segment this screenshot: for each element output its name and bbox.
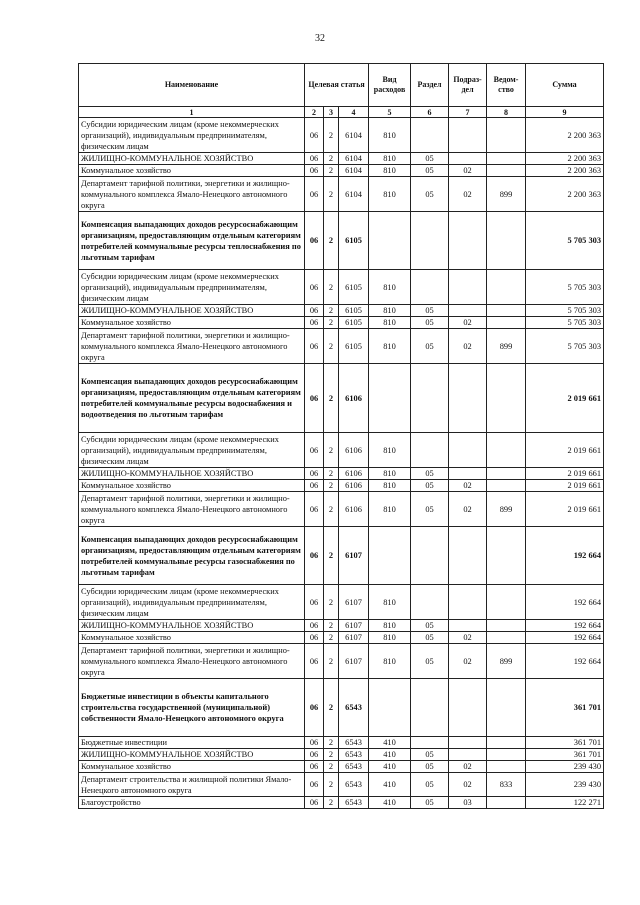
cell-row-name: Департамент тарифной политики, энергетики и жилищно-коммунального комплекса Ямало-Ненецкого автономного округа bbox=[79, 329, 305, 364]
cell-department-code: 899 bbox=[487, 329, 526, 364]
cell-section: 05 bbox=[411, 620, 449, 632]
cell-target-article-subprogram: 2 bbox=[324, 480, 339, 492]
cell-department-code bbox=[487, 212, 526, 270]
cell-target-article-subprogram: 2 bbox=[324, 468, 339, 480]
table-row bbox=[79, 632, 604, 644]
cell-expense-type bbox=[369, 212, 411, 270]
cell-section: 05 bbox=[411, 632, 449, 644]
cell-row-name: ЖИЛИЩНО-КОММУНАЛЬНОЕ ХОЗЯЙСТВО bbox=[79, 153, 305, 165]
page-number: 32 bbox=[315, 33, 325, 44]
cell-subsection bbox=[449, 153, 487, 165]
cell-target-article-subprogram: 2 bbox=[324, 492, 339, 527]
cell-department-code bbox=[487, 749, 526, 761]
cell-target-article-subprogram: 2 bbox=[324, 270, 339, 305]
cell-target-article-code: 6106 bbox=[339, 468, 369, 480]
cell-target-article-code: 6543 bbox=[339, 737, 369, 749]
cell-department-code bbox=[487, 679, 526, 737]
cell-target-article-program: 06 bbox=[305, 165, 324, 177]
table-row bbox=[79, 270, 604, 305]
cell-department-code bbox=[487, 433, 526, 468]
cell-subsection: 02 bbox=[449, 632, 487, 644]
cell-target-article-code: 6105 bbox=[339, 329, 369, 364]
cell-expense-type: 410 bbox=[369, 797, 411, 809]
cell-target-article-program: 06 bbox=[305, 679, 324, 737]
cell-subsection bbox=[449, 118, 487, 153]
table-row bbox=[79, 492, 604, 527]
cell-target-article-code: 6104 bbox=[339, 165, 369, 177]
cell-sum: 192 664 bbox=[526, 585, 604, 620]
cell-target-article-code: 6106 bbox=[339, 492, 369, 527]
cell-sum: 2 200 363 bbox=[526, 118, 604, 153]
header-expense-type: Вид расходов bbox=[369, 64, 411, 107]
column-number: 3 bbox=[324, 107, 339, 118]
cell-expense-type bbox=[369, 364, 411, 433]
cell-row-name: Департамент строительства и жилищной политики Ямало-Ненецкого автономного округа bbox=[79, 773, 305, 797]
cell-target-article-subprogram: 2 bbox=[324, 761, 339, 773]
cell-target-article-subprogram: 2 bbox=[324, 329, 339, 364]
cell-target-article-code: 6104 bbox=[339, 153, 369, 165]
cell-expense-type: 810 bbox=[369, 644, 411, 679]
cell-target-article-code: 6105 bbox=[339, 317, 369, 329]
cell-subsection: 02 bbox=[449, 480, 487, 492]
cell-department-code: 899 bbox=[487, 492, 526, 527]
cell-subsection: 02 bbox=[449, 492, 487, 527]
cell-subsection bbox=[449, 433, 487, 468]
cell-sum: 5 705 303 bbox=[526, 270, 604, 305]
cell-section: 05 bbox=[411, 165, 449, 177]
table-row bbox=[79, 165, 604, 177]
cell-section: 05 bbox=[411, 153, 449, 165]
cell-target-article-program: 06 bbox=[305, 364, 324, 433]
cell-target-article-program: 06 bbox=[305, 773, 324, 797]
cell-section: 05 bbox=[411, 492, 449, 527]
cell-department-code bbox=[487, 118, 526, 153]
cell-target-article-program: 06 bbox=[305, 620, 324, 632]
cell-target-article-program: 06 bbox=[305, 329, 324, 364]
cell-target-article-subprogram: 2 bbox=[324, 527, 339, 585]
table-row bbox=[79, 468, 604, 480]
cell-section bbox=[411, 364, 449, 433]
cell-department-code bbox=[487, 632, 526, 644]
cell-target-article-subprogram: 2 bbox=[324, 737, 339, 749]
cell-expense-type: 810 bbox=[369, 585, 411, 620]
cell-target-article-subprogram: 2 bbox=[324, 679, 339, 737]
cell-target-article-subprogram: 2 bbox=[324, 797, 339, 809]
cell-target-article-subprogram: 2 bbox=[324, 585, 339, 620]
cell-expense-type: 810 bbox=[369, 317, 411, 329]
column-number: 5 bbox=[369, 107, 411, 118]
cell-department-code bbox=[487, 165, 526, 177]
cell-target-article-program: 06 bbox=[305, 761, 324, 773]
cell-subsection bbox=[449, 270, 487, 305]
column-number: 2 bbox=[305, 107, 324, 118]
table-row bbox=[79, 749, 604, 761]
cell-target-article-code: 6106 bbox=[339, 433, 369, 468]
cell-target-article-code: 6105 bbox=[339, 270, 369, 305]
cell-department-code bbox=[487, 270, 526, 305]
cell-subsection bbox=[449, 305, 487, 317]
cell-subsection bbox=[449, 679, 487, 737]
cell-section: 05 bbox=[411, 305, 449, 317]
header-row bbox=[79, 64, 604, 107]
cell-row-name: Компенсация выпадающих доходов ресурсоснабжающим организациям, предоставляющим отдельным категориям потребителей коммунальные ресурсы газоснабжения по льготным тарифам bbox=[79, 527, 305, 585]
cell-target-article-subprogram: 2 bbox=[324, 317, 339, 329]
cell-target-article-code: 6105 bbox=[339, 212, 369, 270]
cell-row-name: ЖИЛИЩНО-КОММУНАЛЬНОЕ ХОЗЯЙСТВО bbox=[79, 749, 305, 761]
cell-row-name: Субсидии юридическим лицам (кроме некоммерческих организаций), индивидуальным предпринимателям, физическим лицам bbox=[79, 585, 305, 620]
cell-section: 05 bbox=[411, 761, 449, 773]
table-row bbox=[79, 212, 604, 270]
cell-subsection bbox=[449, 468, 487, 480]
cell-subsection: 02 bbox=[449, 177, 487, 212]
cell-subsection bbox=[449, 585, 487, 620]
cell-row-name: ЖИЛИЩНО-КОММУНАЛЬНОЕ ХОЗЯЙСТВО bbox=[79, 305, 305, 317]
cell-target-article-program: 06 bbox=[305, 433, 324, 468]
cell-target-article-program: 06 bbox=[305, 737, 324, 749]
table-row bbox=[79, 364, 604, 433]
cell-target-article-program: 06 bbox=[305, 797, 324, 809]
cell-department-code bbox=[487, 761, 526, 773]
cell-target-article-program: 06 bbox=[305, 644, 324, 679]
cell-expense-type: 810 bbox=[369, 620, 411, 632]
cell-target-article-program: 06 bbox=[305, 270, 324, 305]
cell-sum: 2 019 661 bbox=[526, 480, 604, 492]
cell-target-article-program: 06 bbox=[305, 468, 324, 480]
cell-sum: 2 019 661 bbox=[526, 492, 604, 527]
table-row bbox=[79, 773, 604, 797]
cell-row-name: Коммунальное хозяйство bbox=[79, 480, 305, 492]
cell-row-name: Бюджетные инвестиции в объекты капитального строительства государственной (муниципальной) собственности Ямало-Ненецкого автономного округа bbox=[79, 679, 305, 737]
cell-target-article-code: 6107 bbox=[339, 527, 369, 585]
cell-section bbox=[411, 270, 449, 305]
cell-target-article-program: 06 bbox=[305, 118, 324, 153]
cell-sum: 239 430 bbox=[526, 773, 604, 797]
cell-sum: 192 664 bbox=[526, 632, 604, 644]
cell-row-name: Компенсация выпадающих доходов ресурсоснабжающим организациям, предоставляющим отдельным категориям потребителей коммунальные ресурсы теплоснабжения по льготным тарифам bbox=[79, 212, 305, 270]
cell-target-article-program: 06 bbox=[305, 153, 324, 165]
cell-section bbox=[411, 118, 449, 153]
cell-expense-type bbox=[369, 679, 411, 737]
cell-row-name: Коммунальное хозяйство bbox=[79, 165, 305, 177]
table-row bbox=[79, 527, 604, 585]
table-row bbox=[79, 317, 604, 329]
cell-section bbox=[411, 212, 449, 270]
cell-target-article-code: 6543 bbox=[339, 749, 369, 761]
cell-section bbox=[411, 737, 449, 749]
cell-target-article-code: 6106 bbox=[339, 480, 369, 492]
cell-expense-type: 810 bbox=[369, 480, 411, 492]
cell-sum: 2 019 661 bbox=[526, 468, 604, 480]
header-subsection: Подраз-дел bbox=[449, 64, 487, 107]
cell-sum: 5 705 303 bbox=[526, 212, 604, 270]
cell-sum: 2 200 363 bbox=[526, 177, 604, 212]
cell-target-article-program: 06 bbox=[305, 632, 324, 644]
table-row bbox=[79, 305, 604, 317]
header-target-article: Целевая статья bbox=[305, 64, 369, 107]
cell-department-code: 899 bbox=[487, 644, 526, 679]
table-row bbox=[79, 761, 604, 773]
cell-sum: 5 705 303 bbox=[526, 329, 604, 364]
table-row bbox=[79, 433, 604, 468]
cell-target-article-subprogram: 2 bbox=[324, 364, 339, 433]
table-row bbox=[79, 177, 604, 212]
cell-expense-type: 410 bbox=[369, 761, 411, 773]
cell-expense-type: 410 bbox=[369, 749, 411, 761]
cell-target-article-subprogram: 2 bbox=[324, 212, 339, 270]
cell-expense-type: 810 bbox=[369, 492, 411, 527]
cell-subsection: 02 bbox=[449, 165, 487, 177]
cell-section: 05 bbox=[411, 329, 449, 364]
cell-sum: 361 701 bbox=[526, 679, 604, 737]
cell-target-article-subprogram: 2 bbox=[324, 620, 339, 632]
cell-expense-type: 810 bbox=[369, 165, 411, 177]
cell-department-code bbox=[487, 527, 526, 585]
cell-section: 05 bbox=[411, 317, 449, 329]
cell-target-article-subprogram: 2 bbox=[324, 165, 339, 177]
cell-expense-type: 810 bbox=[369, 329, 411, 364]
cell-department-code bbox=[487, 305, 526, 317]
cell-target-article-subprogram: 2 bbox=[324, 632, 339, 644]
cell-section: 05 bbox=[411, 644, 449, 679]
cell-target-article-subprogram: 2 bbox=[324, 749, 339, 761]
header-sum: Сумма bbox=[526, 64, 604, 107]
cell-target-article-program: 06 bbox=[305, 317, 324, 329]
cell-target-article-subprogram: 2 bbox=[324, 177, 339, 212]
column-number: 1 bbox=[79, 107, 305, 118]
cell-row-name: ЖИЛИЩНО-КОММУНАЛЬНОЕ ХОЗЯЙСТВО bbox=[79, 620, 305, 632]
cell-expense-type: 810 bbox=[369, 153, 411, 165]
table-row bbox=[79, 585, 604, 620]
cell-row-name: Благоустройство bbox=[79, 797, 305, 809]
cell-section bbox=[411, 585, 449, 620]
cell-subsection: 02 bbox=[449, 644, 487, 679]
cell-sum: 192 664 bbox=[526, 644, 604, 679]
cell-department-code bbox=[487, 620, 526, 632]
cell-row-name: Департамент тарифной политики, энергетики и жилищно-коммунального комплекса Ямало-Ненецкого автономного округа bbox=[79, 492, 305, 527]
cell-target-article-code: 6543 bbox=[339, 797, 369, 809]
table-row bbox=[79, 737, 604, 749]
cell-row-name: Компенсация выпадающих доходов ресурсоснабжающим организациям, предоставляющим отдельным категориям потребителей коммунальные ресурсы водоснабжения и водоотведения по льготным тарифам bbox=[79, 364, 305, 433]
table-row bbox=[79, 644, 604, 679]
cell-department-code bbox=[487, 797, 526, 809]
table-row bbox=[79, 118, 604, 153]
cell-target-article-code: 6105 bbox=[339, 305, 369, 317]
cell-row-name: Департамент тарифной политики, энергетики и жилищно-коммунального комплекса Ямало-Ненецкого автономного округа bbox=[79, 177, 305, 212]
cell-subsection bbox=[449, 620, 487, 632]
cell-sum: 192 664 bbox=[526, 620, 604, 632]
cell-department-code bbox=[487, 468, 526, 480]
cell-subsection: 02 bbox=[449, 317, 487, 329]
cell-expense-type: 810 bbox=[369, 468, 411, 480]
cell-subsection bbox=[449, 364, 487, 433]
cell-subsection bbox=[449, 527, 487, 585]
column-number: 6 bbox=[411, 107, 449, 118]
cell-row-name: Субсидии юридическим лицам (кроме некоммерческих организаций), индивидуальным предпринимателям, физическим лицам bbox=[79, 270, 305, 305]
cell-expense-type: 810 bbox=[369, 118, 411, 153]
cell-section: 05 bbox=[411, 797, 449, 809]
cell-row-name: Бюджетные инвестиции bbox=[79, 737, 305, 749]
cell-target-article-code: 6107 bbox=[339, 620, 369, 632]
table-body bbox=[79, 118, 604, 809]
cell-subsection bbox=[449, 737, 487, 749]
cell-department-code bbox=[487, 364, 526, 433]
cell-sum: 122 271 bbox=[526, 797, 604, 809]
cell-row-name: Департамент тарифной политики, энергетики и жилищно-коммунального комплекса Ямало-Ненецкого автономного округа bbox=[79, 644, 305, 679]
cell-target-article-program: 06 bbox=[305, 480, 324, 492]
cell-section bbox=[411, 433, 449, 468]
cell-target-article-program: 06 bbox=[305, 749, 324, 761]
cell-expense-type: 810 bbox=[369, 632, 411, 644]
cell-expense-type: 810 bbox=[369, 305, 411, 317]
table-row bbox=[79, 329, 604, 364]
cell-sum: 2 200 363 bbox=[526, 165, 604, 177]
cell-sum: 5 705 303 bbox=[526, 317, 604, 329]
cell-target-article-program: 06 bbox=[305, 492, 324, 527]
cell-target-article-program: 06 bbox=[305, 212, 324, 270]
cell-subsection: 02 bbox=[449, 329, 487, 364]
cell-department-code bbox=[487, 153, 526, 165]
cell-row-name: Субсидии юридическим лицам (кроме некоммерческих организаций), индивидуальным предпринимателям, физическим лицам bbox=[79, 118, 305, 153]
table-row bbox=[79, 679, 604, 737]
cell-department-code bbox=[487, 737, 526, 749]
cell-target-article-code: 6107 bbox=[339, 632, 369, 644]
cell-sum: 2 019 661 bbox=[526, 364, 604, 433]
cell-row-name: Коммунальное хозяйство bbox=[79, 761, 305, 773]
cell-expense-type bbox=[369, 527, 411, 585]
cell-row-name: Коммунальное хозяйство bbox=[79, 317, 305, 329]
column-number: 8 bbox=[487, 107, 526, 118]
cell-subsection bbox=[449, 212, 487, 270]
cell-sum: 239 430 bbox=[526, 761, 604, 773]
cell-expense-type: 810 bbox=[369, 270, 411, 305]
cell-expense-type: 410 bbox=[369, 737, 411, 749]
cell-sum: 2 200 363 bbox=[526, 153, 604, 165]
cell-subsection: 03 bbox=[449, 797, 487, 809]
cell-target-article-code: 6543 bbox=[339, 679, 369, 737]
cell-expense-type: 810 bbox=[369, 177, 411, 212]
header-name: Наименование bbox=[79, 64, 305, 107]
budget-table bbox=[78, 63, 604, 809]
cell-target-article-program: 06 bbox=[305, 305, 324, 317]
cell-expense-type: 810 bbox=[369, 433, 411, 468]
cell-row-name: Субсидии юридическим лицам (кроме некоммерческих организаций), индивидуальным предпринимателям, физическим лицам bbox=[79, 433, 305, 468]
cell-target-article-code: 6543 bbox=[339, 761, 369, 773]
cell-expense-type: 410 bbox=[369, 773, 411, 797]
cell-target-article-code: 6104 bbox=[339, 118, 369, 153]
cell-target-article-program: 06 bbox=[305, 177, 324, 212]
table-row bbox=[79, 620, 604, 632]
cell-target-article-subprogram: 2 bbox=[324, 773, 339, 797]
column-number: 9 bbox=[526, 107, 604, 118]
cell-subsection: 02 bbox=[449, 773, 487, 797]
cell-section: 05 bbox=[411, 773, 449, 797]
cell-section bbox=[411, 679, 449, 737]
cell-section: 05 bbox=[411, 749, 449, 761]
cell-department-code bbox=[487, 480, 526, 492]
cell-department-code bbox=[487, 317, 526, 329]
cell-sum: 361 701 bbox=[526, 737, 604, 749]
cell-sum: 361 701 bbox=[526, 749, 604, 761]
cell-subsection bbox=[449, 749, 487, 761]
cell-target-article-subprogram: 2 bbox=[324, 153, 339, 165]
cell-row-name: Коммунальное хозяйство bbox=[79, 632, 305, 644]
cell-target-article-subprogram: 2 bbox=[324, 433, 339, 468]
column-number: 7 bbox=[449, 107, 487, 118]
column-numbers-row bbox=[79, 107, 604, 118]
header-section: Раздел bbox=[411, 64, 449, 107]
cell-target-article-code: 6106 bbox=[339, 364, 369, 433]
cell-target-article-code: 6104 bbox=[339, 177, 369, 212]
column-number: 4 bbox=[339, 107, 369, 118]
cell-subsection: 02 bbox=[449, 761, 487, 773]
cell-sum: 192 664 bbox=[526, 527, 604, 585]
cell-department-code: 899 bbox=[487, 177, 526, 212]
cell-section: 05 bbox=[411, 468, 449, 480]
header-department: Ведом-ство bbox=[487, 64, 526, 107]
cell-section: 05 bbox=[411, 177, 449, 212]
cell-section bbox=[411, 527, 449, 585]
cell-department-code bbox=[487, 585, 526, 620]
cell-target-article-subprogram: 2 bbox=[324, 118, 339, 153]
cell-department-code: 833 bbox=[487, 773, 526, 797]
cell-sum: 2 019 661 bbox=[526, 433, 604, 468]
cell-sum: 5 705 303 bbox=[526, 305, 604, 317]
cell-section: 05 bbox=[411, 480, 449, 492]
cell-target-article-code: 6107 bbox=[339, 644, 369, 679]
table-row bbox=[79, 797, 604, 809]
table-row bbox=[79, 153, 604, 165]
cell-target-article-program: 06 bbox=[305, 585, 324, 620]
cell-target-article-code: 6107 bbox=[339, 585, 369, 620]
cell-target-article-subprogram: 2 bbox=[324, 644, 339, 679]
cell-row-name: ЖИЛИЩНО-КОММУНАЛЬНОЕ ХОЗЯЙСТВО bbox=[79, 468, 305, 480]
table-row bbox=[79, 480, 604, 492]
cell-target-article-code: 6543 bbox=[339, 773, 369, 797]
cell-target-article-program: 06 bbox=[305, 527, 324, 585]
cell-target-article-subprogram: 2 bbox=[324, 305, 339, 317]
